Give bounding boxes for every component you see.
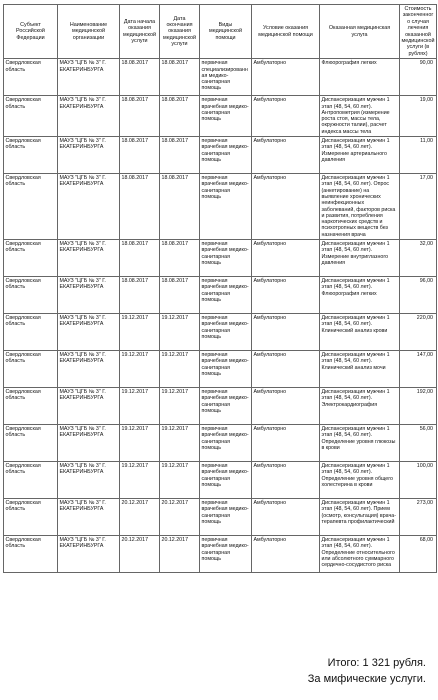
- cell-subject: Свердловская область: [4, 59, 58, 96]
- cell-price: 56,00: [400, 425, 437, 462]
- cell-subject: Свердловская область: [4, 425, 58, 462]
- header-service: Оказанная медицинская услуга: [320, 5, 400, 59]
- cell-care-type: первичная врачебная медико-санитарная помощь: [200, 174, 252, 240]
- cell-condition: Амбулаторно: [252, 137, 320, 174]
- table-row: [4, 462, 437, 499]
- cell-service: Диспансеризация мужчин 1 этап (48, 54, 60 лет). Антропометрия (измерение роста стоя, массы тела, окружности талии), расчет индекса массы тела: [320, 96, 400, 137]
- cell-organization: МАУЗ "ЦГБ № 3" Г. ЕКАТЕРИНБУРГА: [58, 59, 120, 96]
- cell-price: 273,00: [400, 499, 437, 536]
- cell-end-date: 19.12.2017: [160, 351, 200, 388]
- header-start-date: Дата начала оказания медицинской услуги: [120, 5, 160, 59]
- cell-start-date: 20.12.2017: [120, 499, 160, 536]
- cell-subject: Свердловская область: [4, 388, 58, 425]
- cell-end-date: 18.08.2017: [160, 174, 200, 240]
- cell-start-date: 19.12.2017: [120, 462, 160, 499]
- table-row: [4, 277, 437, 314]
- cell-organization: МАУЗ "ЦГБ № 3" Г. ЕКАТЕРИНБУРГА: [58, 174, 120, 240]
- table-row: [4, 59, 437, 96]
- table-row: [4, 388, 437, 425]
- cell-price: 96,00: [400, 277, 437, 314]
- cell-price: 192,00: [400, 388, 437, 425]
- cell-service: Диспансеризация мужчин 1 этап (48, 54, 60 лет). Флюорография легких: [320, 277, 400, 314]
- cell-care-type: первичная врачебная медико-санитарная помощь: [200, 388, 252, 425]
- cell-end-date: 18.08.2017: [160, 137, 200, 174]
- cell-end-date: 18.08.2017: [160, 59, 200, 96]
- header-end-date: Дата окончания оказания медицинской услуги: [160, 5, 200, 59]
- cell-subject: Свердловская область: [4, 351, 58, 388]
- cell-care-type: первичная врачебная медико-санитарная помощь: [200, 536, 252, 573]
- header-cost: Стоимость законченного случая лечения оказанной медицинской услуги (в рублях): [400, 5, 437, 59]
- cell-subject: Свердловская область: [4, 240, 58, 277]
- cell-condition: Амбулаторно: [252, 425, 320, 462]
- cell-condition: Амбулаторно: [252, 499, 320, 536]
- cell-condition: Амбулаторно: [252, 351, 320, 388]
- table-row: [4, 314, 437, 351]
- cell-subject: Свердловская область: [4, 174, 58, 240]
- header-organization: Наименование медицинской организации: [58, 5, 120, 59]
- cell-condition: Амбулаторно: [252, 462, 320, 499]
- cell-end-date: 18.08.2017: [160, 277, 200, 314]
- cell-condition: Амбулаторно: [252, 59, 320, 96]
- cell-service: Диспансеризация мужчин 1 этап (48, 54, 60 лет). Измерение внутриглазного давления: [320, 240, 400, 277]
- cell-start-date: 19.12.2017: [120, 388, 160, 425]
- header-subject: Субъект Российской Федерации: [4, 5, 58, 59]
- cell-end-date: 18.08.2017: [160, 240, 200, 277]
- table-row: [4, 240, 437, 277]
- cell-condition: Амбулаторно: [252, 314, 320, 351]
- cell-subject: Свердловская область: [4, 96, 58, 137]
- cell-price: 220,00: [400, 314, 437, 351]
- cell-organization: МАУЗ "ЦГБ № 3" Г. ЕКАТЕРИНБУРГА: [58, 536, 120, 573]
- document-footer: [308, 655, 426, 687]
- cell-end-date: 20.12.2017: [160, 499, 200, 536]
- table-row: [4, 96, 437, 137]
- cell-care-type: первичная врачебная медико-санитарная помощь: [200, 96, 252, 137]
- table-row: [4, 425, 437, 462]
- table-row: [4, 174, 437, 240]
- total-amount: Итого: 1 321 рубля.: [327, 657, 426, 669]
- table-body: [4, 59, 437, 573]
- cell-condition: Амбулаторно: [252, 536, 320, 573]
- cell-subject: Свердловская область: [4, 499, 58, 536]
- table-row: [4, 351, 437, 388]
- cell-start-date: 18.08.2017: [120, 277, 160, 314]
- cell-subject: Свердловская область: [4, 137, 58, 174]
- cell-start-date: 18.08.2017: [120, 240, 160, 277]
- cell-service: Диспансеризация мужчин 1 этап (48, 54, 60 лет). Определение уровня общего холестерина в крови: [320, 462, 400, 499]
- cell-care-type: первичная врачебная медико-санитарная помощь: [200, 351, 252, 388]
- cell-start-date: 18.08.2017: [120, 137, 160, 174]
- cell-care-type: первичная врачебная медико-санитарная помощь: [200, 240, 252, 277]
- cell-care-type: первичная врачебная медико-санитарная помощь: [200, 277, 252, 314]
- cell-start-date: 18.08.2017: [120, 174, 160, 240]
- cell-start-date: 18.08.2017: [120, 59, 160, 96]
- cell-service: Диспансеризация мужчин 1 этап (48, 54, 60 лет). Электрокардиография: [320, 388, 400, 425]
- cell-subject: Свердловская область: [4, 462, 58, 499]
- cell-condition: Амбулаторно: [252, 240, 320, 277]
- cell-price: 11,00: [400, 137, 437, 174]
- cell-price: 19,00: [400, 96, 437, 137]
- cell-condition: Амбулаторно: [252, 174, 320, 240]
- cell-organization: МАУЗ "ЦГБ № 3" Г. ЕКАТЕРИНБУРГА: [58, 137, 120, 174]
- cell-subject: Свердловская область: [4, 536, 58, 573]
- cell-price: 147,00: [400, 351, 437, 388]
- cell-organization: МАУЗ "ЦГБ № 3" Г. ЕКАТЕРИНБУРГА: [58, 425, 120, 462]
- cell-start-date: 18.08.2017: [120, 96, 160, 137]
- cell-organization: МАУЗ "ЦГБ № 3" Г. ЕКАТЕРИНБУРГА: [58, 240, 120, 277]
- cell-service: Диспансеризация мужчин 1 этап (48, 54, 60 лет). Клинический анализ мочи: [320, 351, 400, 388]
- cell-service: Диспансеризация мужчин 1 этап (48, 54, 60 лет). Прием (осмотр, консультация) врача-терапевта профилактический: [320, 499, 400, 536]
- cell-care-type: первичная врачебная медико-санитарная помощь: [200, 499, 252, 536]
- cell-price: 100,00: [400, 462, 437, 499]
- cell-care-type: первичная врачебная медико-санитарная помощь: [200, 425, 252, 462]
- cell-price: 17,00: [400, 174, 437, 240]
- cell-end-date: 19.12.2017: [160, 314, 200, 351]
- cell-care-type: первичная специализированная медико-санитарная помощь: [200, 59, 252, 96]
- table-row: [4, 137, 437, 174]
- cell-organization: МАУЗ "ЦГБ № 3" Г. ЕКАТЕРИНБУРГА: [58, 277, 120, 314]
- cell-start-date: 19.12.2017: [120, 314, 160, 351]
- cell-service: Флюорография легких: [320, 59, 400, 96]
- cell-end-date: 19.12.2017: [160, 425, 200, 462]
- cell-service: Диспансеризация мужчин 1 этап (48, 54, 60 лет). Измерение артериального давления: [320, 137, 400, 174]
- header-condition: Условие оказания медицинской помощи: [252, 5, 320, 59]
- services-table: [3, 4, 437, 573]
- table-header-row: [4, 5, 437, 59]
- cell-service: Диспансеризация мужчин 1 этап (48, 54, 60 лет). Определение уровня глюкозы в крови: [320, 425, 400, 462]
- table-row: [4, 499, 437, 536]
- cell-start-date: 19.12.2017: [120, 351, 160, 388]
- cell-care-type: первичная врачебная медико-санитарная помощь: [200, 137, 252, 174]
- cell-start-date: 19.12.2017: [120, 425, 160, 462]
- cell-start-date: 20.12.2017: [120, 536, 160, 573]
- cell-organization: МАУЗ "ЦГБ № 3" Г. ЕКАТЕРИНБУРГА: [58, 351, 120, 388]
- cell-subject: Свердловская область: [4, 277, 58, 314]
- cell-price: 32,00: [400, 240, 437, 277]
- cell-condition: Амбулаторно: [252, 96, 320, 137]
- cell-end-date: 18.08.2017: [160, 96, 200, 137]
- cell-subject: Свердловская область: [4, 314, 58, 351]
- cell-organization: МАУЗ "ЦГБ № 3" Г. ЕКАТЕРИНБУРГА: [58, 314, 120, 351]
- cell-service: Диспансеризация мужчин 1 этап (48, 54, 60 лет). Опрос (анкетирование) на выявление хронических неинфекционных заболеваний, факторов риска и развития, потребления наркотических средств и психотропных веществ без назначения врача: [320, 174, 400, 240]
- cell-organization: МАУЗ "ЦГБ № 3" Г. ЕКАТЕРИНБУРГА: [58, 499, 120, 536]
- cell-end-date: 19.12.2017: [160, 462, 200, 499]
- footer-note: За мифические услуги.: [307, 673, 426, 685]
- header-care-type: Виды медицинской помощи: [200, 5, 252, 59]
- cell-condition: Амбулаторно: [252, 277, 320, 314]
- cell-price: 68,00: [400, 536, 437, 573]
- cell-condition: Амбулаторно: [252, 388, 320, 425]
- cell-care-type: первичная врачебная медико-санитарная помощь: [200, 462, 252, 499]
- cell-organization: МАУЗ "ЦГБ № 3" Г. ЕКАТЕРИНБУРГА: [58, 388, 120, 425]
- cell-end-date: 19.12.2017: [160, 388, 200, 425]
- cell-end-date: 20.12.2017: [160, 536, 200, 573]
- table-row: [4, 536, 437, 573]
- cell-service: Диспансеризация мужчин 1 этап (48, 54, 60 лет). Определение относительного или абсолютного суммарного сердечно-сосудистого риска: [320, 536, 400, 573]
- cell-care-type: первичная врачебная медико-санитарная помощь: [200, 314, 252, 351]
- cell-service: Диспансеризация мужчин 1 этап (48, 54, 60 лет). Клинический анализ крови: [320, 314, 400, 351]
- cell-price: 90,00: [400, 59, 437, 96]
- cell-organization: МАУЗ "ЦГБ № 3" Г. ЕКАТЕРИНБУРГА: [58, 96, 120, 137]
- cell-organization: МАУЗ "ЦГБ № 3" Г. ЕКАТЕРИНБУРГА: [58, 462, 120, 499]
